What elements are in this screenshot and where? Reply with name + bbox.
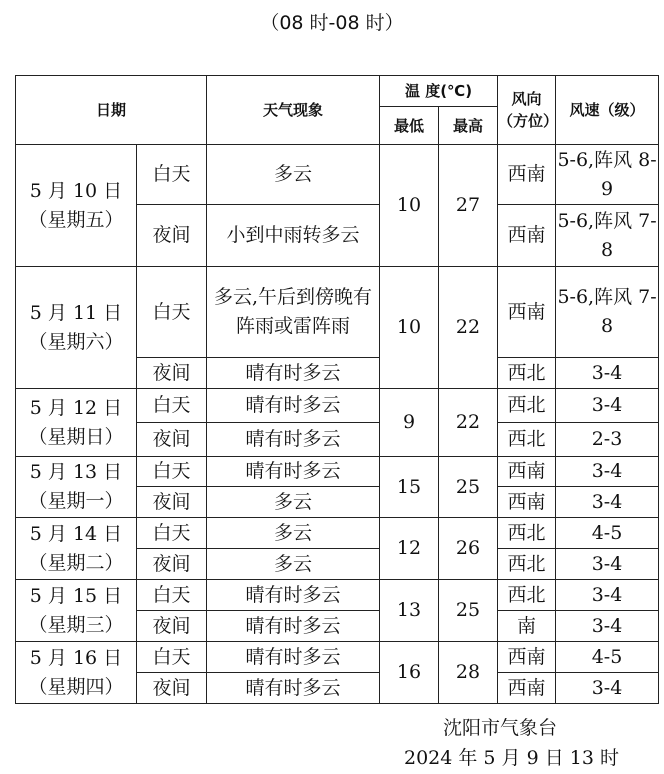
header-date: 日期	[16, 76, 207, 145]
wind-direction-cell: 西北	[498, 389, 556, 423]
wind-speed-cell: 3-4	[556, 673, 659, 704]
weather-cell: 晴有时多云	[207, 358, 380, 389]
weather-cell: 晴有时多云	[207, 642, 380, 673]
weather-cell: 晴有时多云	[207, 673, 380, 704]
wind-direction-cell: 西北	[498, 423, 556, 457]
wind-direction-cell: 南	[498, 611, 556, 642]
weather-cell: 小到中雨转多云	[207, 205, 380, 267]
temp-max-cell: 25	[439, 580, 498, 642]
date-cell	[16, 518, 137, 580]
temp-max-cell: 26	[439, 518, 498, 580]
temp-min-cell: 9	[380, 389, 439, 457]
weekday-text: （星期五）	[28, 208, 124, 231]
wind-direction-cell: 西北	[498, 549, 556, 580]
date-text: 5 月 12 日	[29, 396, 123, 419]
date-cell	[16, 145, 137, 267]
wind-speed-cell: 3-4	[556, 487, 659, 518]
wind-speed-cell: 4-5	[556, 642, 659, 673]
period-label: 白天	[137, 389, 207, 423]
weekday-text: （星期三）	[28, 613, 124, 636]
temp-min-cell: 12	[380, 518, 439, 580]
temp-min-cell: 13	[380, 580, 439, 642]
period-label: 白天	[137, 145, 207, 205]
period-label: 夜间	[137, 358, 207, 389]
wind-direction-cell: 西北	[498, 358, 556, 389]
weekday-text: （星期六）	[28, 330, 124, 353]
date-cell	[16, 580, 137, 642]
date-text: 5 月 15 日	[29, 584, 123, 607]
temp-max-cell: 22	[439, 267, 498, 389]
wind-speed-cell: 3-4	[556, 358, 659, 389]
wind-speed-cell: 5-6,阵风 7-8	[556, 267, 659, 358]
weather-cell: 晴有时多云	[207, 611, 380, 642]
period-label: 夜间	[137, 673, 207, 704]
wind-speed-cell: 5-6,阵风 8-9	[556, 145, 659, 205]
wind-speed-cell: 5-6,阵风 7-8	[556, 205, 659, 267]
period-label: 夜间	[137, 611, 207, 642]
temp-max-cell: 22	[439, 389, 498, 457]
date-text: 5 月 10 日	[29, 179, 123, 202]
header-temp-max: 最高	[439, 107, 498, 145]
issue-time: 2024 年 5 月 9 日 13 时	[404, 747, 619, 769]
date-text: 5 月 14 日	[29, 522, 123, 545]
date-text: 5 月 11 日	[29, 301, 123, 324]
period-label: 夜间	[137, 487, 207, 518]
weather-cell: 多云	[207, 145, 380, 205]
weekday-text: （星期二）	[28, 551, 124, 574]
period-label: 夜间	[137, 423, 207, 457]
weather-cell: 晴有时多云	[207, 423, 380, 457]
period-label: 白天	[137, 642, 207, 673]
date-text: 5 月 16 日	[29, 646, 123, 669]
wind-speed-cell: 3-4	[556, 457, 659, 487]
wind-speed-cell: 3-4	[556, 389, 659, 423]
temp-min-cell: 10	[380, 267, 439, 389]
temp-max-cell: 28	[439, 642, 498, 704]
wind-direction-cell: 西北	[498, 518, 556, 549]
period-label: 夜间	[137, 549, 207, 580]
table-row	[16, 145, 659, 205]
header-wind-direction: 风向（方位）	[498, 76, 556, 145]
wind-speed-cell: 4-5	[556, 518, 659, 549]
temp-min-cell: 16	[380, 642, 439, 704]
header-temperature: 温 度(℃)	[380, 76, 498, 107]
temp-min-cell: 10	[380, 145, 439, 267]
temp-max-cell: 25	[439, 457, 498, 518]
weather-cell: 多云	[207, 518, 380, 549]
wind-direction-cell: 西南	[498, 642, 556, 673]
weather-cell: 晴有时多云	[207, 457, 380, 487]
weekday-text: （星期一）	[28, 490, 124, 512]
wind-direction-cell: 西南	[498, 487, 556, 518]
wind-direction-cell: 西北	[498, 580, 556, 611]
weather-cell: 多云,午后到傍晚有阵雨或雷阵雨	[207, 267, 380, 358]
temp-max-cell: 27	[439, 145, 498, 267]
date-text: 5 月 13 日	[29, 461, 123, 483]
period-label: 白天	[137, 457, 207, 487]
forecast-period-subtitle: （08 时-08 时）	[260, 12, 404, 34]
table-row	[16, 267, 659, 358]
table-row	[16, 389, 659, 423]
weather-cell: 多云	[207, 487, 380, 518]
wind-direction-cell: 西南	[498, 457, 556, 487]
weather-forecast-table	[15, 75, 659, 704]
weather-cell: 晴有时多云	[207, 580, 380, 611]
weather-cell: 晴有时多云	[207, 389, 380, 423]
period-label: 夜间	[137, 205, 207, 267]
date-cell	[16, 642, 137, 704]
period-label: 白天	[137, 580, 207, 611]
table-row	[16, 457, 659, 487]
date-cell	[16, 457, 137, 518]
wind-speed-cell: 3-4	[556, 611, 659, 642]
wind-direction-cell: 西南	[498, 673, 556, 704]
wind-direction-cell: 西南	[498, 267, 556, 358]
table-row	[16, 642, 659, 673]
wind-direction-cell: 西南	[498, 145, 556, 205]
period-label: 白天	[137, 518, 207, 549]
table-row	[16, 580, 659, 611]
issuing-organization: 沈阳市气象台	[443, 717, 558, 739]
temp-min-cell: 15	[380, 457, 439, 518]
weather-cell: 多云	[207, 549, 380, 580]
period-label: 白天	[137, 267, 207, 358]
table-row	[16, 518, 659, 549]
date-cell	[16, 267, 137, 389]
header-weather: 天气现象	[207, 76, 380, 145]
wind-speed-cell: 3-4	[556, 549, 659, 580]
date-cell	[16, 389, 137, 457]
header-temp-min: 最低	[380, 107, 439, 145]
wind-direction-cell: 西南	[498, 205, 556, 267]
weekday-text: （星期四）	[28, 675, 124, 698]
header-wind-speed: 风速（级）	[556, 76, 659, 145]
wind-speed-cell: 3-4	[556, 580, 659, 611]
weekday-text: （星期日）	[28, 425, 124, 448]
wind-speed-cell: 2-3	[556, 423, 659, 457]
